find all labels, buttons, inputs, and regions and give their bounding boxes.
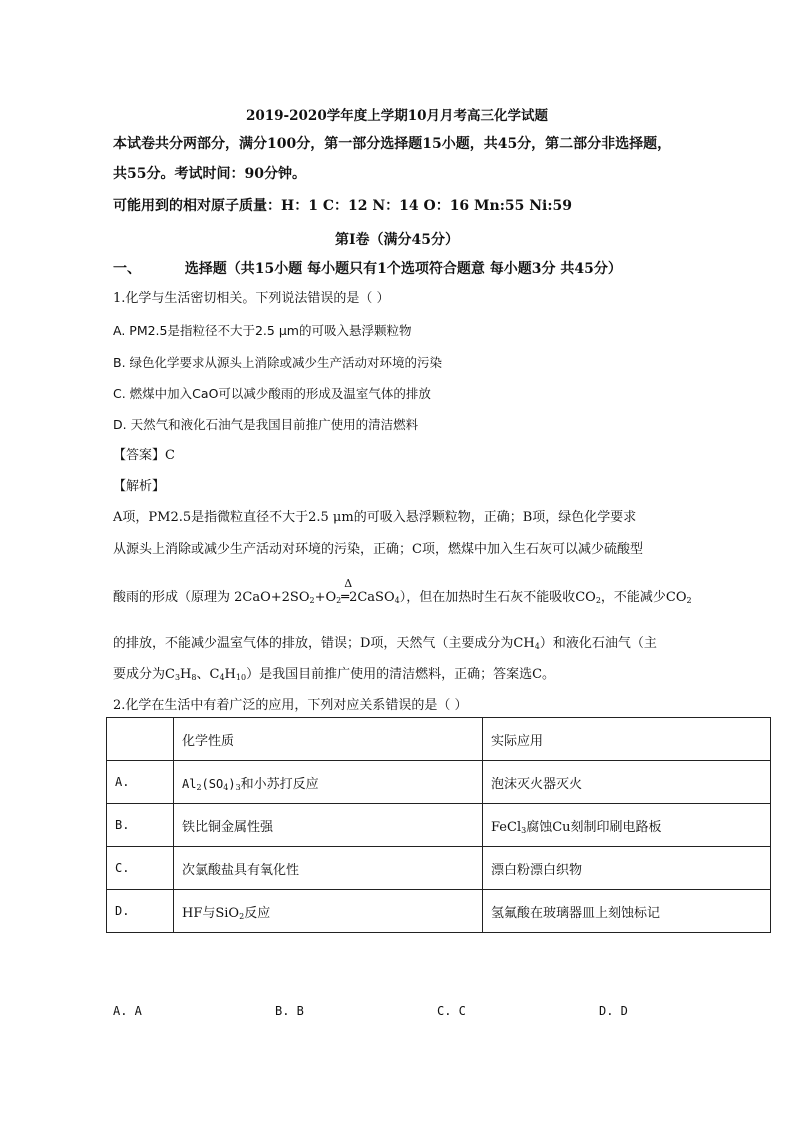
table-row bbox=[107, 847, 771, 890]
row-label: B. bbox=[107, 804, 174, 847]
q1-option-b: B. 绿色化学要求从源头上消除或减少生产活动对环境的污染 bbox=[113, 355, 443, 370]
table-header-row bbox=[107, 718, 771, 761]
q1-option-d: D. 天然气和液化石油气是我国目前推广使用的清洁燃料 bbox=[113, 417, 419, 432]
part-number: 一、 bbox=[113, 261, 141, 277]
q1-analysis-label: 【解析】 bbox=[113, 479, 166, 494]
q1-stem: 1.化学与生活密切相关。下列说法错误的是（ ） bbox=[113, 291, 390, 306]
intro-line-2: 共55分。考试时间：90分钟。 bbox=[113, 166, 306, 182]
table-row bbox=[107, 804, 771, 847]
q1-option-a: A. PM2.5是指粒径不大于2.5 μm的可吸入悬浮颗粒物 bbox=[113, 323, 412, 338]
row-label: A. bbox=[107, 761, 174, 804]
q2-choice-c: C. C bbox=[437, 1004, 466, 1018]
q2-choice-d: D. D bbox=[599, 1004, 628, 1018]
row-property: $Al_2(SO_4)_3$和小苏打反应 bbox=[174, 761, 483, 804]
q1-analysis-line-2: 从源头上消除或减少生产活动对环境的污染，正确；C项，燃煤中加入生石灰可以减少硫酸型 bbox=[113, 542, 643, 557]
row-property: 铁比铜金属性强 bbox=[174, 804, 483, 847]
q2-choice-b: B. B bbox=[275, 1004, 304, 1018]
row-application: 氢氟酸在玻璃器皿上刻蚀标记 bbox=[483, 890, 771, 933]
row-property: HF与SiO$_2$反应 bbox=[174, 890, 483, 933]
intro-line-1: 本试卷共分两部分，满分100分，第一部分选择题15小题，共45分，第二部分非选择题， bbox=[113, 136, 672, 152]
q1-analysis-line-5: 要成分为$C_3H_8$、$C_4H_{10}$）是我国目前推广使用的清洁燃料，正确；答案选C。 bbox=[113, 667, 556, 682]
q2-table bbox=[106, 717, 771, 933]
row-label: D. bbox=[107, 890, 174, 933]
q1-analysis-line-4: 的排放，不能减少温室气体的排放，错误；D项，天然气（主要成分为$CH_4$）和液化石油气（主 bbox=[113, 636, 657, 651]
q1-option-c: C. 燃煤中加入CaO可以减少酸雨的形成及温室气体的排放 bbox=[113, 386, 431, 401]
section-heading: 第Ⅰ卷（满分45分） bbox=[334, 232, 460, 248]
header-cell-application: 实际应用 bbox=[483, 718, 771, 761]
row-application: 泡沫灭火器灭火 bbox=[483, 761, 771, 804]
q1-analysis-line-3: 酸雨的形成（原理为 $2CaO+2SO_2+O_2$ Δ ═2CaSO$_4$），但在加热时生石灰不能吸收$CO_2$，不能减少$CO_2$ bbox=[113, 577, 692, 605]
q2-choice-a: A. A bbox=[113, 1004, 142, 1018]
header-cell-property: 化学性质 bbox=[174, 718, 483, 761]
row-application: 漂白粉漂白织物 bbox=[483, 847, 771, 890]
q1-analysis-line-1: A项，PM2.5是指微粒直径不大于2.5 μm的可吸入悬浮颗粒物，正确；B项，绿色化学要求 bbox=[113, 510, 637, 525]
heat-arrow: Δ ═ bbox=[341, 577, 353, 605]
q2-stem: 2.化学在生活中有着广泛的应用，下列对应关系错误的是（ ） bbox=[113, 698, 468, 713]
table-row bbox=[107, 761, 771, 804]
row-application: FeCl$_3$腐蚀Cu刻制印刷电路板 bbox=[483, 804, 771, 847]
row-property: 次氯酸盐具有氧化性 bbox=[174, 847, 483, 890]
intro-line-3: 可能用到的相对原子质量：H：1 C：12 N：14 O：16 Mn:55 Ni:59 bbox=[113, 198, 573, 214]
part-heading bbox=[113, 260, 622, 278]
part-title: 选择题（共15小题 每小题只有1个选项符合题意 每小题3分 共45分） bbox=[184, 261, 622, 277]
header-cell-label bbox=[107, 718, 174, 761]
page-title: 2019-2020学年度上学期10月月考高三化学试题 bbox=[245, 108, 549, 124]
table-row bbox=[107, 890, 771, 933]
q1-answer: 【答案】C bbox=[113, 448, 175, 463]
row-label: C. bbox=[107, 847, 174, 890]
